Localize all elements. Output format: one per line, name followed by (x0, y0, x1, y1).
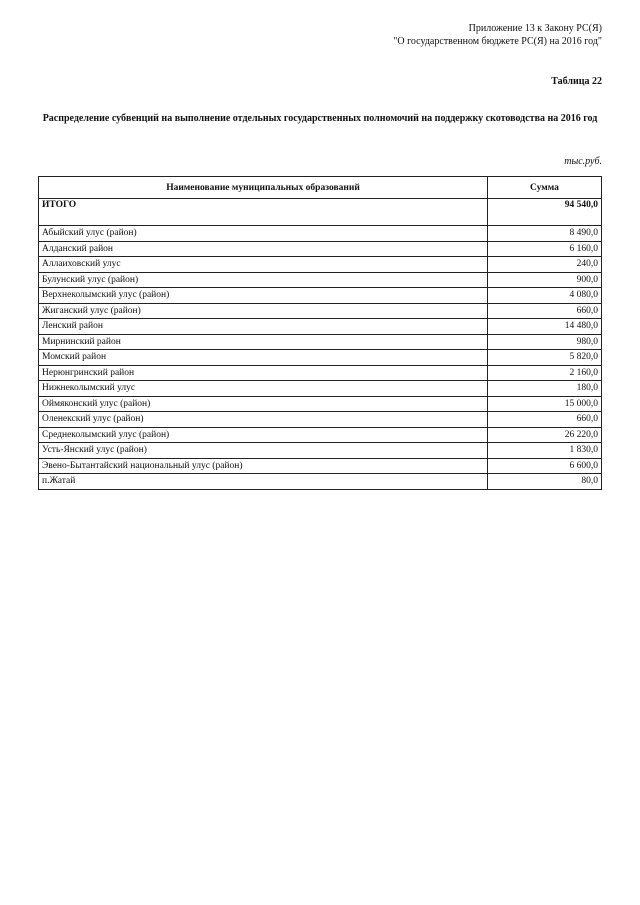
municipality-name: п.Жатай (39, 474, 488, 490)
municipality-name: Эвено-Бытантайский национальный улус (район) (39, 458, 488, 474)
amount-value: 980,0 (488, 334, 602, 350)
municipality-name: Момский район (39, 350, 488, 366)
table-row (39, 272, 602, 288)
total-amount: 94 540,0 (488, 199, 602, 226)
table-number: Таблица 22 (551, 76, 602, 87)
amount-value: 660,0 (488, 303, 602, 319)
table-row (39, 412, 602, 428)
amount-value: 2 160,0 (488, 365, 602, 381)
table-row (39, 396, 602, 412)
amount-value: 900,0 (488, 272, 602, 288)
municipality-name: Среднеколымский улус (район) (39, 427, 488, 443)
municipality-name: Аллаиховский улус (39, 257, 488, 273)
column-header-municipality: Наименование муниципальных образований (39, 177, 488, 199)
table-header-row (39, 177, 602, 199)
amount-value: 6 600,0 (488, 458, 602, 474)
document-title: Распределение субвенций на выполнение отдельных государственных полномочий на поддержку скотоводства на 2016 год (42, 113, 598, 124)
total-row (39, 199, 602, 226)
table-row (39, 257, 602, 273)
amount-value: 180,0 (488, 381, 602, 397)
appendix-note (393, 22, 602, 48)
municipality-name: Алданский район (39, 241, 488, 257)
amount-value: 26 220,0 (488, 427, 602, 443)
amount-value: 15 000,0 (488, 396, 602, 412)
municipality-name: Мирнинский район (39, 334, 488, 350)
table-row (39, 427, 602, 443)
table-row (39, 458, 602, 474)
table-row (39, 288, 602, 304)
table-row (39, 381, 602, 397)
appendix-line-2: "О государственном бюджете РС(Я) на 2016 год" (393, 36, 602, 47)
table-row (39, 303, 602, 319)
amount-value: 6 160,0 (488, 241, 602, 257)
municipality-name: Оймяконский улус (район) (39, 396, 488, 412)
table-row (39, 334, 602, 350)
table-row (39, 443, 602, 459)
table-row (39, 474, 602, 490)
amount-value: 5 820,0 (488, 350, 602, 366)
municipality-name: Ленский район (39, 319, 488, 335)
amount-value: 4 080,0 (488, 288, 602, 304)
table-row (39, 365, 602, 381)
municipality-name: Верхнеколымский улус (район) (39, 288, 488, 304)
municipality-name: Булунский улус (район) (39, 272, 488, 288)
amount-value: 240,0 (488, 257, 602, 273)
total-label: ИТОГО (39, 199, 488, 226)
table-row (39, 350, 602, 366)
municipality-name: Жиганский улус (район) (39, 303, 488, 319)
municipality-name: Нерюнгринский район (39, 365, 488, 381)
amount-value: 1 830,0 (488, 443, 602, 459)
table-row (39, 226, 602, 242)
appendix-line-1: Приложение 13 к Закону РС(Я) (468, 23, 602, 34)
unit-label: тыс.руб. (564, 156, 602, 167)
subventions-table (38, 176, 602, 490)
municipality-name: Нижнеколымский улус (39, 381, 488, 397)
municipality-name: Оленекский улус (район) (39, 412, 488, 428)
table-row (39, 319, 602, 335)
amount-value: 660,0 (488, 412, 602, 428)
amount-value: 80,0 (488, 474, 602, 490)
column-header-amount: Сумма (488, 177, 602, 199)
table-row (39, 241, 602, 257)
municipality-name: Абыйский улус (район) (39, 226, 488, 242)
amount-value: 8 490,0 (488, 226, 602, 242)
amount-value: 14 480,0 (488, 319, 602, 335)
municipality-name: Усть-Янский улус (район) (39, 443, 488, 459)
